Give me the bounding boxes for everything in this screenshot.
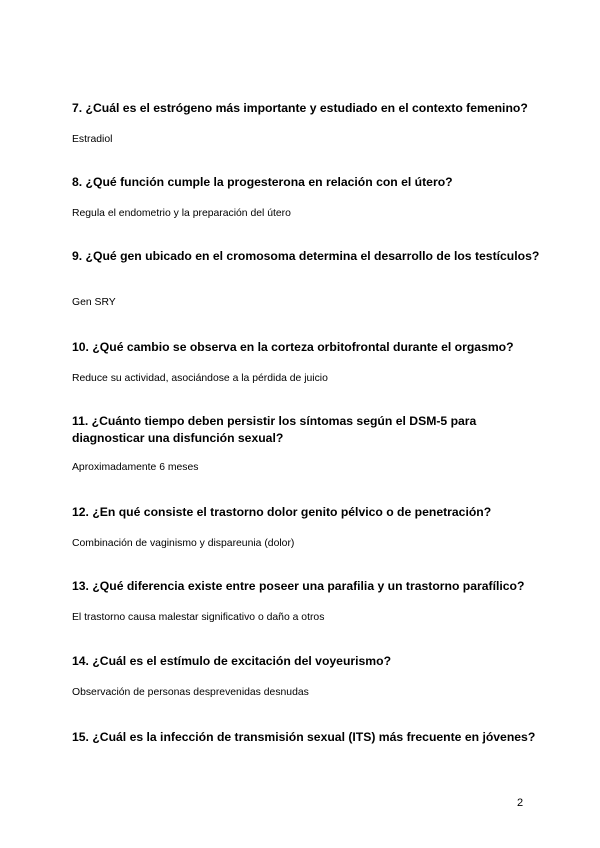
question-text: 15. ¿Cuál es la infección de transmisión sexual (ITS) más frecuente en jóvenes?: [72, 730, 536, 744]
question-text: 14. ¿Cuál es el estímulo de excitación del voyeurismo?: [72, 654, 392, 668]
question-text: 12. ¿En qué consiste el trastorno dolor genito pélvico o de penetración?: [72, 505, 492, 519]
question-text: 9. ¿Qué gen ubicado en el cromosoma determina el desarrollo de los testículos?: [72, 249, 540, 263]
qa-item-14: [72, 653, 542, 698]
answer-text: El trastorno causa malestar significativo o daño a otros: [72, 612, 325, 623]
answer-text: Gen SRY: [72, 297, 116, 308]
qa-item-13: [72, 578, 542, 623]
qa-item-9: [72, 248, 542, 308]
qa-item-12: [72, 504, 542, 549]
page-number: 2: [517, 797, 524, 809]
answer-text: Combinación de vaginismo y dispareunia (dolor): [72, 538, 295, 549]
question-text: 8. ¿Qué función cumple la progesterona en relación con el útero?: [72, 175, 453, 189]
question-text: 13. ¿Qué diferencia existe entre poseer una parafilia y un trastorno parafílico?: [72, 579, 525, 593]
answer-text: Observación de personas desprevenidas desnudas: [72, 687, 309, 698]
qa-item-8: [72, 174, 542, 219]
qa-item-10: [72, 339, 542, 384]
answer-text: Regula el endometrio y la preparación del útero: [72, 208, 291, 219]
question-text: 11. ¿Cuánto tiempo deben persistir los síntomas según el DSM-5 para diagnosticar una disfunción sexual?: [72, 414, 477, 445]
answer-text: Estradiol: [72, 134, 113, 145]
answer-text: Aproximadamente 6 meses: [72, 462, 199, 473]
answer-text: Reduce su actividad, asociándose a la pérdida de juicio: [72, 373, 328, 384]
qa-item-7: [72, 100, 542, 145]
qa-item-15: [72, 729, 542, 746]
qa-item-11: [72, 413, 542, 473]
question-text: 10. ¿Qué cambio se observa en la corteza orbitofrontal durante el orgasmo?: [72, 340, 514, 354]
question-text: 7. ¿Cuál es el estrógeno más importante y estudiado en el contexto femenino?: [72, 101, 528, 115]
